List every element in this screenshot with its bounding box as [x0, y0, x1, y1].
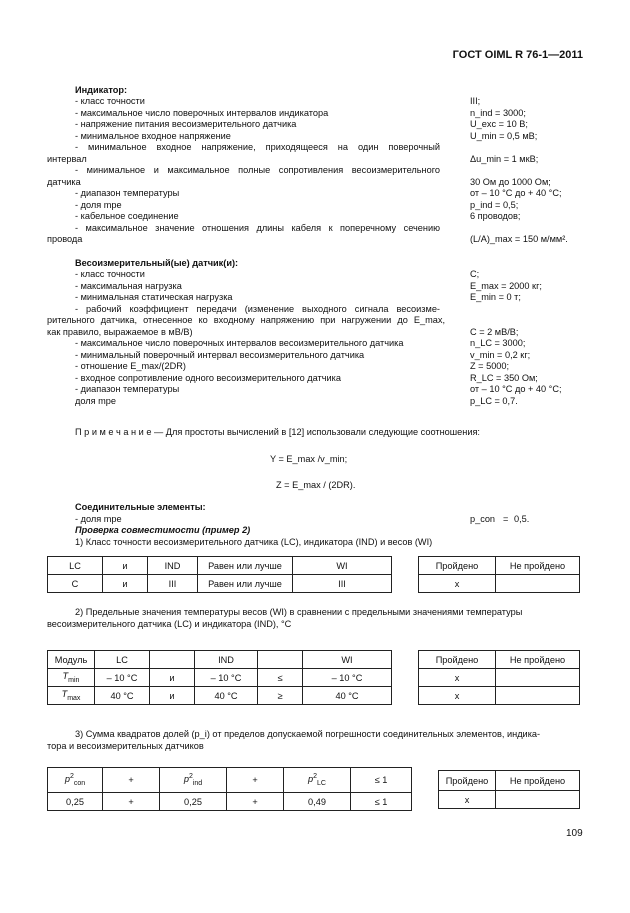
t2-cell: 40 °C	[303, 687, 392, 705]
t1-cell: III	[293, 575, 392, 593]
check-item3-line1: 3) Сумма квадратов долей (p_i) от пределов допускаемой погрешности соединительных элементов, индика-	[75, 729, 541, 739]
check-title: Проверка совместимости (пример 2)	[75, 525, 251, 535]
t2-header: IND	[195, 651, 258, 669]
loadcell-row-label: - диапазон температуры	[75, 384, 180, 394]
t3-header: ≤ 1	[351, 768, 412, 793]
indicator-row-value: U_exc = 10 В;	[470, 119, 528, 129]
page-header: ГОСТ OIML R 76-1—2011	[452, 49, 583, 61]
loadcell-row-value: E_min = 0 т;	[470, 292, 521, 302]
t2-header: WI	[303, 651, 392, 669]
t2-cell-tmax: $T_{max}$	[48, 687, 95, 705]
t3-result-cell	[496, 791, 580, 809]
loadcell-row-value: от – 10 °С до + 40 °С;	[470, 384, 562, 394]
indicator-row-label: - максимальное число поверочных интервалов индикатора	[75, 107, 329, 118]
t2-header: LC	[95, 651, 150, 669]
temperature-result-table	[418, 650, 580, 705]
sum-result-table	[438, 770, 580, 809]
connectors-value: 0,5.	[514, 514, 530, 524]
t2-header: Модуль	[48, 651, 95, 669]
t1-result-cell	[496, 575, 580, 593]
indicator-row-label: - максимальное значение отношения длины кабеля к поперечному сечению	[75, 222, 440, 233]
loadcell-row-label: - рабочий коэффициент передачи (изменение выходного сигнала весоизме-	[75, 303, 440, 314]
indicator-row-label: провода	[47, 234, 83, 244]
connectors-eq: =	[503, 514, 509, 524]
indicator-row-label: - кабельное соединение	[75, 211, 179, 221]
loadcell-row-label: - входное сопротивление одного весоизмерительного датчика	[75, 372, 341, 383]
t1-cell: и	[103, 557, 148, 575]
indicator-row-label: датчика	[47, 176, 81, 187]
t2-result-header: Пройдено	[419, 651, 496, 669]
temperature-table	[47, 650, 392, 705]
formula-y-text: Y = E_max /v_min;	[270, 454, 348, 464]
page-number: 109	[566, 828, 583, 839]
accuracy-class-table	[47, 556, 392, 593]
loadcell-row-label: - максимальное число поверочных интервалов весоизмерительного датчика	[75, 338, 404, 348]
t1-cell: Равен или лучше	[198, 575, 293, 593]
loadcell-row-value: n_LC = 3000;	[470, 338, 526, 348]
loadcell-row-value: v_min = 0,2 кг;	[470, 349, 531, 360]
t2-cell: и	[150, 687, 195, 705]
indicator-row-value: 30 Ом до 1000 Ом;	[470, 176, 551, 187]
indicator-row-label: - диапазон температуры	[75, 188, 180, 198]
t2-cell: – 10 °C	[303, 669, 392, 687]
loadcell-row-value: Z = 5000;	[470, 361, 510, 371]
t3-cell: 0,25	[160, 793, 227, 811]
t1-result-header: Не пройдено	[496, 557, 580, 575]
t2-cell: 40 °C	[195, 687, 258, 705]
indicator-row-value: (L/A)_max = 150 м/мм².	[470, 234, 568, 244]
t2-header	[258, 651, 303, 669]
check-item2-line1: 2) Предельные значения температуры весов (WI) в сравнении с предельными значениями температуры	[75, 607, 523, 617]
indicator-row-label: интервал	[47, 153, 87, 164]
note-text: П р и м е ч а н и е — Для простоты вычислений в [12] использовали следующие соотношения:	[75, 427, 480, 437]
t3-cell: +	[103, 793, 160, 811]
indicator-row-value: 6 проводов;	[470, 211, 521, 221]
loadcell-row-label: доля mpe	[75, 395, 117, 406]
formula-z	[276, 480, 355, 491]
t2-header	[150, 651, 195, 669]
t2-result-cell: x	[419, 687, 496, 705]
t2-result-cell	[496, 669, 580, 687]
formula-y	[270, 454, 347, 465]
connectors-symbol: p_con	[470, 514, 496, 524]
loadcell-row-label: как правило, выражаемое в мВ/В)	[47, 326, 193, 337]
t3-header-pind: $p^2_{ind}$	[160, 768, 227, 793]
loadcell-row-label: рительного датчика, отнесенное ко входному напряжению при нагружении до E_max,	[47, 315, 445, 325]
indicator-row-value: p_ind = 0,5;	[470, 199, 519, 210]
loadcell-row-value: C;	[470, 269, 480, 279]
loadcell-row-label: - максимальная нагрузка	[75, 280, 182, 291]
t1-cell: WI	[293, 557, 392, 575]
t3-cell: +	[227, 793, 284, 811]
indicator-row-value: n_ind = 3000;	[470, 107, 526, 118]
t1-cell: LC	[48, 557, 103, 575]
indicator-title: Индикатор:	[75, 85, 128, 95]
connectors-label: - доля mpe	[75, 514, 122, 524]
t2-result-cell	[496, 687, 580, 705]
t3-cell: 0,49	[284, 793, 351, 811]
accuracy-result-table	[418, 556, 580, 593]
t3-result-header: Не пройдено	[496, 771, 580, 791]
t3-cell: 0,25	[48, 793, 103, 811]
loadcell-title: Весоизмерительный(ые) датчик(и):	[75, 258, 239, 268]
loadcell-row-label: - минимальная статическая нагрузка	[75, 292, 233, 302]
t3-header: +	[227, 768, 284, 793]
t2-cell: и	[150, 669, 195, 687]
t1-cell: Равен или лучше	[198, 557, 293, 575]
loadcell-row-value: R_LC = 350 Ом;	[470, 372, 538, 383]
loadcell-row-label: - минимальный поверочный интервал весоизмерительного датчика	[75, 349, 365, 360]
loadcell-row-value: C = 2 мВ/В;	[470, 326, 519, 337]
indicator-row-label: - класс точности	[75, 96, 145, 106]
t1-result-header: Пройдено	[419, 557, 496, 575]
t2-cell: ≥	[258, 687, 303, 705]
t2-result-cell: x	[419, 669, 496, 687]
t2-cell: – 10 °C	[195, 669, 258, 687]
t3-result-cell: x	[439, 791, 496, 809]
indicator-row-value: III;	[470, 96, 481, 106]
indicator-row-value: Δu_min = 1 мкВ;	[470, 153, 539, 164]
indicator-row-label: - минимальное входное напряжение	[75, 130, 231, 141]
loadcell-row-label: - отношение E_max/(2DR)	[75, 361, 186, 371]
t1-cell: IND	[148, 557, 198, 575]
t2-cell-tmin: $T_{min}$	[48, 669, 95, 687]
t3-header-pcon: $p^2_{con}$	[48, 768, 103, 793]
t1-cell: C	[48, 575, 103, 593]
connectors-title: Соединительные элементы:	[75, 502, 206, 512]
t3-header-plc: $p^2_{LC}$	[284, 768, 351, 793]
t3-result-header: Пройдено	[439, 771, 496, 791]
indicator-row-value: U_min = 0,5 мВ;	[470, 130, 538, 141]
check-item1: 1) Класс точности весоизмерительного датчика (LC), индикатора (IND) и весов (WI)	[75, 537, 433, 547]
indicator-row-value: от – 10 °С до + 40 °С;	[470, 188, 562, 198]
t2-result-header: Не пройдено	[496, 651, 580, 669]
loadcell-row-label: - класс точности	[75, 269, 145, 279]
indicator-row-label: - напряжение питания весоизмерительного датчика	[75, 119, 297, 129]
indicator-row-label: - минимальное входное напряжение, приходящееся на один поверочный	[75, 142, 440, 152]
t2-cell: ≤	[258, 669, 303, 687]
indicator-row-label: - доля mpe	[75, 199, 122, 210]
formula-z-text: Z = E_max / (2DR).	[276, 480, 356, 490]
check-item2-line2: весоизмерительного датчика (LC) и индикатора (IND), °С	[47, 619, 292, 629]
loadcell-row-value: E_max = 2000 кг;	[470, 280, 542, 291]
t2-cell: 40 °C	[95, 687, 150, 705]
t1-cell: и	[103, 575, 148, 593]
check-item3-line2: тора и весоизмерительных датчиков	[47, 741, 204, 751]
t3-header: +	[103, 768, 160, 793]
t2-cell: – 10 °C	[95, 669, 150, 687]
t3-cell: ≤ 1	[351, 793, 412, 811]
sum-of-squares-table	[47, 767, 412, 811]
loadcell-row-value: p_LC = 0,7.	[470, 395, 518, 406]
indicator-row-label: - минимальное и максимальное полные сопротивления весоизмерительного	[75, 165, 440, 175]
t1-result-cell: x	[419, 575, 496, 593]
t1-cell: III	[148, 575, 198, 593]
